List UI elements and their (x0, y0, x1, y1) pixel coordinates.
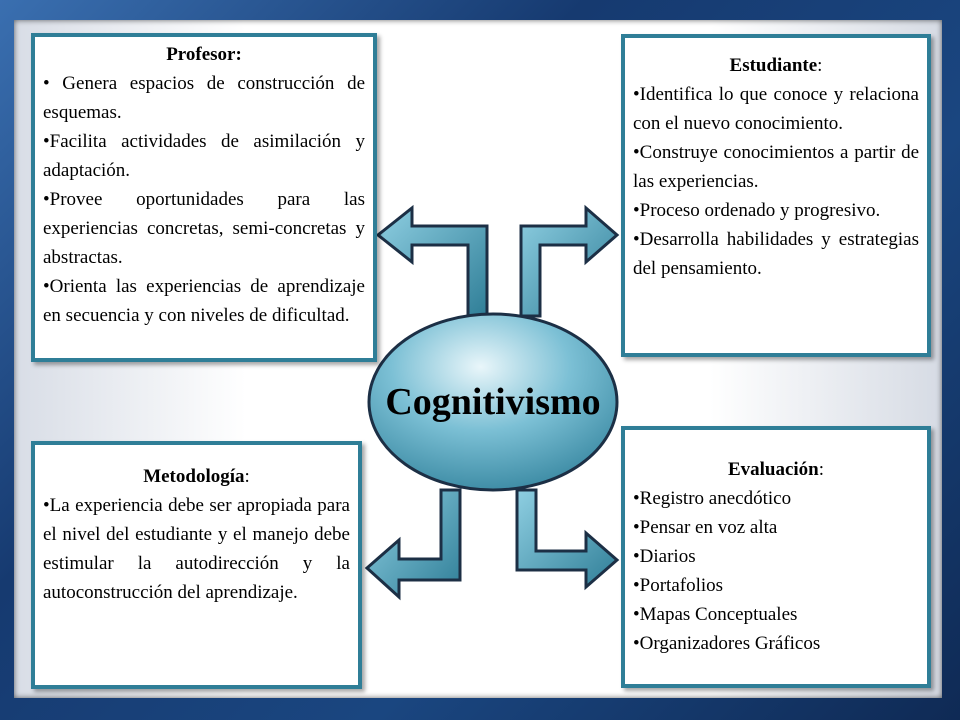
evaluacion-title-colon: : (818, 459, 825, 480)
evaluacion-box (621, 426, 931, 688)
list-item: •Registro anecdótico (633, 488, 792, 509)
list-item: •Organizadores Gráficos (633, 633, 821, 654)
evaluacion-title-text: Evaluación (727, 459, 819, 480)
metodologia-title-text: Metodología (143, 466, 245, 487)
metodologia-title-colon: : (244, 466, 250, 487)
evaluacion-title (633, 456, 919, 484)
list-item: •Provee oportunidades para las experiencias concretas, semi-concretas y abstractas. (43, 189, 365, 268)
metodologia-list (43, 491, 350, 607)
list-item: •Facilita actividades de asimilación y adaptación. (43, 131, 365, 181)
profesor-list (43, 69, 365, 330)
list-item: •Pensar en voz alta (633, 517, 778, 538)
estudiante-box (621, 34, 931, 357)
profesor-box (31, 33, 377, 362)
metodologia-title (43, 463, 350, 491)
list-item: •Proceso ordenado y progresivo. (633, 200, 881, 221)
arrow-to-profesor (378, 208, 487, 316)
arrow-to-evaluacion (517, 490, 617, 587)
list-item: •La experiencia debe ser apropiada para el nivel del estudiante y el manejo debe estimular la autodirección y la autoconstrucción del aprendizaje. (43, 495, 350, 603)
profesor-title: Profesor: (166, 44, 242, 65)
list-item: •Portafolios (633, 575, 724, 596)
list-item: •Orienta las experiencias de aprendizaje en secuencia y con niveles de dificultad. (43, 276, 365, 326)
estudiante-list (633, 80, 919, 283)
list-item: •Mapas Conceptuales (633, 604, 798, 625)
evaluacion-list (633, 484, 919, 658)
list-item: •Desarrolla habilidades y estrategias del pensamiento. (633, 229, 919, 279)
arrow-to-estudiante (521, 208, 617, 316)
center-label: Cognitivismo (385, 381, 601, 423)
arrow-to-metodologia (367, 490, 460, 597)
metodologia-box (31, 441, 362, 689)
estudiante-title-colon: : (817, 55, 823, 76)
list-item: •Diarios (633, 546, 696, 567)
estudiante-title-text: Estudiante (729, 55, 818, 76)
estudiante-title (633, 52, 919, 80)
list-item: •Identifica lo que conoce y relaciona con el nuevo conocimiento. (633, 84, 919, 134)
list-item: •Construye conocimientos a partir de las experiencias. (633, 142, 919, 192)
list-item: • Genera espacios de construcción de esquemas. (43, 73, 365, 123)
